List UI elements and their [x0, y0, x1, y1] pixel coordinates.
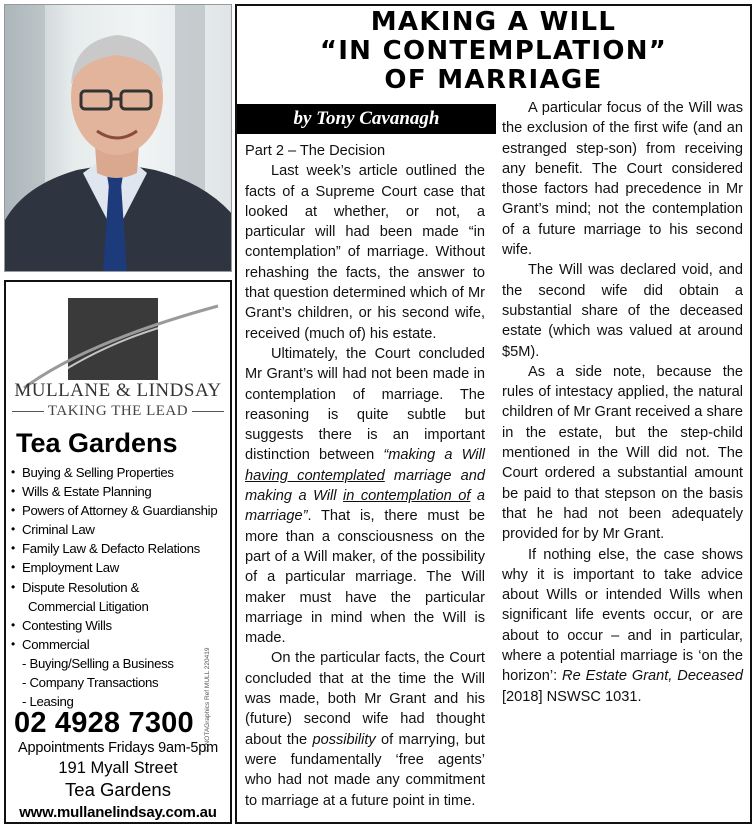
tagline-rule-left [12, 411, 44, 412]
article-paragraph [245, 344, 485, 648]
service-item-continuation: Commercial Litigation [28, 598, 149, 614]
appointment-hours: Appointments Fridays 9am-5pm [18, 740, 218, 756]
headline-line: OF MARRIAGE [384, 65, 603, 95]
article-paragraph: Last week’s article outlined the facts of a Supreme Court case that looked at whether, or not, a particular will had been made “in contemplation” of marriage. Without rehashing the facts, the answer to that question determined which of Mr Grant’s children, or his second wife, received (much of) his estate. [245, 163, 485, 342]
service-subitem: - Company Transactions [22, 675, 159, 691]
author-portrait-illustration [5, 5, 232, 272]
service-item: • Buying & Selling Properties [10, 463, 230, 482]
tagline-rule-right [192, 411, 224, 412]
firm-tagline-row [12, 402, 224, 420]
article-column-2 [502, 98, 743, 707]
service-item: • Employment Law [10, 558, 230, 577]
author-byline: by Tony Cavanagh [237, 104, 496, 134]
headline-line: “IN CONTEMPLATION” [319, 36, 668, 66]
quote-text: marriage and making a Will [245, 467, 486, 505]
town-name: Tea Gardens [65, 779, 171, 800]
street-address: 191 Myall Street [58, 759, 178, 777]
service-item: • Criminal Law [10, 520, 230, 539]
quote-underlined: having contemplated [245, 467, 385, 484]
firm-name: MULLANE & LINDSAY [14, 380, 222, 401]
service-item: • Commercial [10, 635, 230, 654]
firm-tagline: TAKING THE LEAD [47, 402, 189, 419]
paragraph-text: [2018] NSWSC 1031. [502, 688, 642, 705]
phone-number[interactable]: 02 4928 7300 [14, 707, 194, 739]
service-subitem: - Buying/Selling a Business [22, 655, 174, 671]
paragraph-text: On the particular facts, the Court concluded that at the time the Will was made, both Mr Grant and his (future) second wife had thought about the [245, 650, 485, 748]
part-heading: Part 2 – The Decision [245, 143, 386, 159]
service-item: • Wills & Estate Planning [10, 482, 230, 501]
article-paragraph: The Will was declared void, and the second wife did obtain a substantial share of the deceased estate (which was valued at around $5M). [502, 262, 743, 360]
article-paragraph [245, 648, 485, 810]
paragraph-text: If nothing else, the case shows why it is important to take advice about Wills or intended Wills when significant life events occur, or are about to occur – and in particular, where a potential marriage is ‘on the horizon’: [502, 546, 743, 685]
office-heading: Tea Gardens [16, 428, 178, 458]
service-subitem: - Leasing [22, 694, 74, 710]
website-link[interactable]: www.mullanelindsay.com.au [19, 804, 217, 821]
paragraph-text: of marrying, but were fundamentally ‘free agents’ who had not made any commitment to marriage at a future point in time. [245, 731, 485, 809]
paragraph-text: . That is, there must be more than a consciousness on the part of a Will maker, of the possibility of a particular marriage. The Will maker must have the particular marriage in mind when the Will is made. [245, 508, 485, 647]
service-item: • Dispute Resolution & [10, 578, 230, 597]
article-paragraph: A particular focus of the Will was the exclusion of the first wife (and an estranged step-son) from receiving any benefit. The Court considered those factors had precedence in Mr Grant’s mind; not the contemplation of a future marriage to his second wife. [502, 100, 743, 259]
services-list [10, 463, 230, 711]
case-citation: Re Estate Grant, Deceased [562, 668, 743, 685]
emphasis: possibility [312, 731, 376, 748]
quote-underlined: in contemplation of [343, 488, 471, 505]
service-item: • Contesting Wills [10, 616, 230, 635]
quote-text: “making a Will [383, 447, 485, 464]
article-paragraph: As a side note, because the rules of intestacy applied, the natural children of Mr Grant received a share in the estate, but the step-child mentioned in the Will did not. The Court ordered a substantial amount be paid to that stepson on the basis that he had not been adequately provided for by Mr Grant. [502, 363, 743, 543]
article-paragraph [502, 545, 743, 707]
author-photo [4, 4, 232, 272]
article-headline [237, 8, 750, 95]
law-firm-advertisement: MULLANE & LINDSAY TAKING THE LEAD Tea Gardens • Buying & Selling Properties • Wills & Estate Planning • Powers of Attorney & Guardianship • Criminal Law • Family Law & Defacto Relations • Employment Law • Dispute Resolution & Commercial Litigation • Contesting Wills • Commercial - Buying/Selling a Business - Company Transactions - Leasing © NOTAGraphics Ref MULL 220419 02 4928 7300 Appointments Fridays 9am-5pm 191 Myall Street Tea Gardens www.mullanelindsay.com.au [4, 280, 232, 824]
article-column-1 [245, 141, 485, 811]
quote-text: a marriage” [245, 488, 485, 525]
service-item: • Family Law & Defacto Relations [10, 539, 230, 558]
article [235, 4, 752, 824]
service-item: • Powers of Attorney & Guardianship [10, 501, 230, 520]
headline-line: MAKING A WILL [370, 7, 617, 37]
paragraph-text: Ultimately, the Court concluded Mr Grant’s will had not been made in contemplation of marriage. The reasoning is quite subtle but suggests there is an important distinction between [245, 345, 485, 464]
